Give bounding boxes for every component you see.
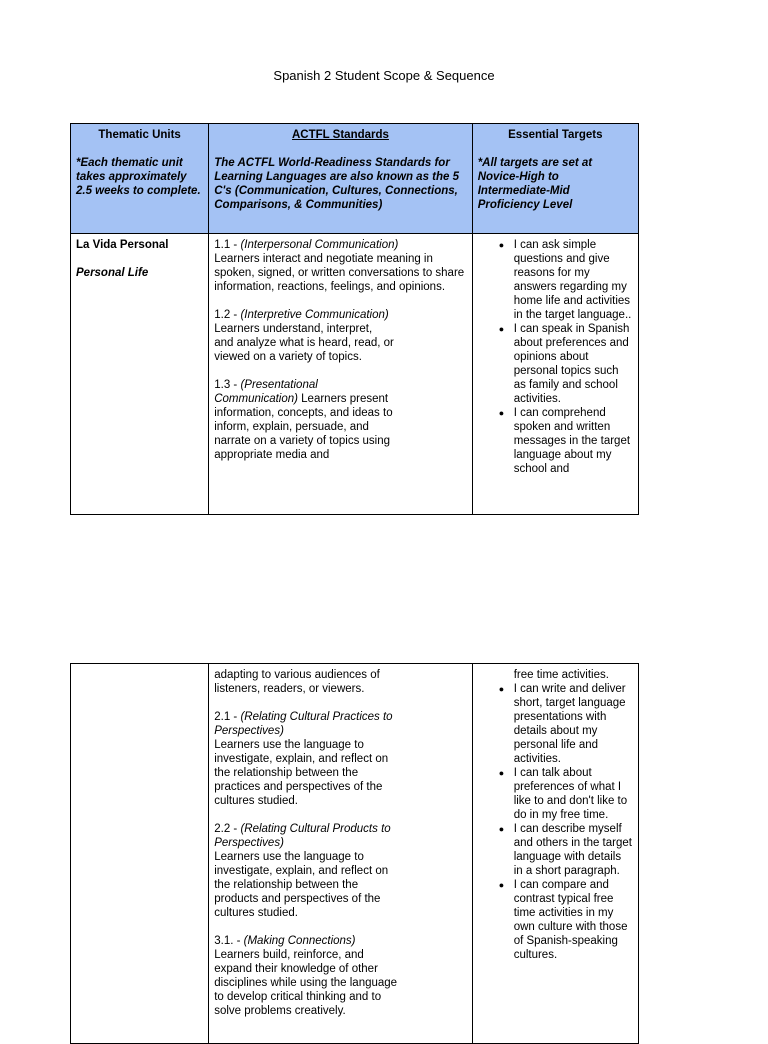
targets-cell <box>472 234 638 515</box>
standards-cell-continued <box>209 664 472 1044</box>
list-item: ● I can ask simple questions and give reasons for my answers regarding my home life and activities in the target language.. <box>514 238 633 322</box>
header-col1-title: Thematic Units <box>98 129 181 141</box>
scope-table-page2 <box>70 663 639 1044</box>
table-row <box>71 664 639 1044</box>
target-continuation: free time activities. <box>513 669 609 681</box>
header-actfl-standards <box>209 124 472 234</box>
targets-cell-continued <box>472 664 638 1044</box>
scope-table-page1 <box>70 123 639 515</box>
header-col3-title: Essential Targets <box>508 129 603 141</box>
document-title: Spanish 2 Student Scope & Sequence <box>273 68 495 83</box>
standard-3-1: 3.1. - (Making Connections) Learners build, reinforce, and expand their knowledge of other disciplines while using the language to develop critical thinking and to solve problems creatively. <box>214 935 398 1017</box>
list-item: ● I can describe myself and others in the target language with details in a short paragraph. <box>514 822 633 878</box>
list-item: ● I can speak in Spanish about preferences and opinions about personal topics such as family and school activities. <box>514 322 633 406</box>
header-col2-note: The ACTFL World-Readiness Standards for Learning Languages are also known as the 5 C's (Communication, Cultures, Connections, Comparisons, & Communities) <box>214 157 459 211</box>
table-row <box>71 234 639 515</box>
table-header-row <box>71 124 639 234</box>
standard-1-1: 1.1 - (Interpersonal Communication) Learners interact and negotiate meaning in spoken, signed, or written conversations to share information, reactions, feelings, and opinions. <box>214 239 465 294</box>
standard-2-2: 2.2 - (Relating Cultural Products to Perspectives) Learners use the language to investigate, explain, and reflect on the relationship between the products and perspectives of the cultures studied. <box>214 823 391 919</box>
unit-subtitle: Personal Life <box>76 267 149 280</box>
targets-list <box>478 238 633 476</box>
list-item: ● I can compare and contrast typical free time activities in my own culture with those of Spanish-speaking cultures. <box>514 878 633 962</box>
list-item: ● I can talk about preferences of what I like to and don't like to do in my free time. <box>514 766 633 822</box>
header-col1-note: *Each thematic unit takes approximately 2.5 weeks to complete. <box>76 157 201 197</box>
standards-cell <box>209 234 472 515</box>
standard-2-1: 2.1 - (Relating Cultural Practices to Perspectives) Learners use the language to investigate, explain, and reflect on the relationship between the practices and perspectives of the cultures studied. <box>214 711 393 807</box>
header-thematic-units <box>71 124 209 234</box>
standard-1-3-continuation: adapting to various audiences of listeners, readers, or viewers. <box>214 669 380 695</box>
unit-title: La Vida Personal <box>76 239 169 252</box>
standard-1-2: 1.2 - (Interpretive Communication) Learners understand, interpret, and analyze what is heard, read, or viewed on a variety of topics. <box>214 309 394 364</box>
standard-1-3: 1.3 - (Presentational Communication) Learners present information, concepts, and ideas to inform, explain, persuade, and narrate on a variety of topics using appropriate media and <box>214 379 393 462</box>
unit-cell <box>71 234 209 515</box>
header-col3-note: *All targets are set at Novice-High to Intermediate-Mid Proficiency Level <box>477 157 593 211</box>
targets-list <box>478 682 633 962</box>
list-item: ● I can comprehend spoken and written messages in the target language about my school and <box>514 406 633 476</box>
unit-cell-continued <box>71 664 209 1044</box>
list-item: ● I can write and deliver short, target language presentations with details about my personal life and activities. <box>514 682 633 766</box>
header-col2-title: ACTFL Standards <box>292 129 389 141</box>
header-essential-targets <box>472 124 638 234</box>
